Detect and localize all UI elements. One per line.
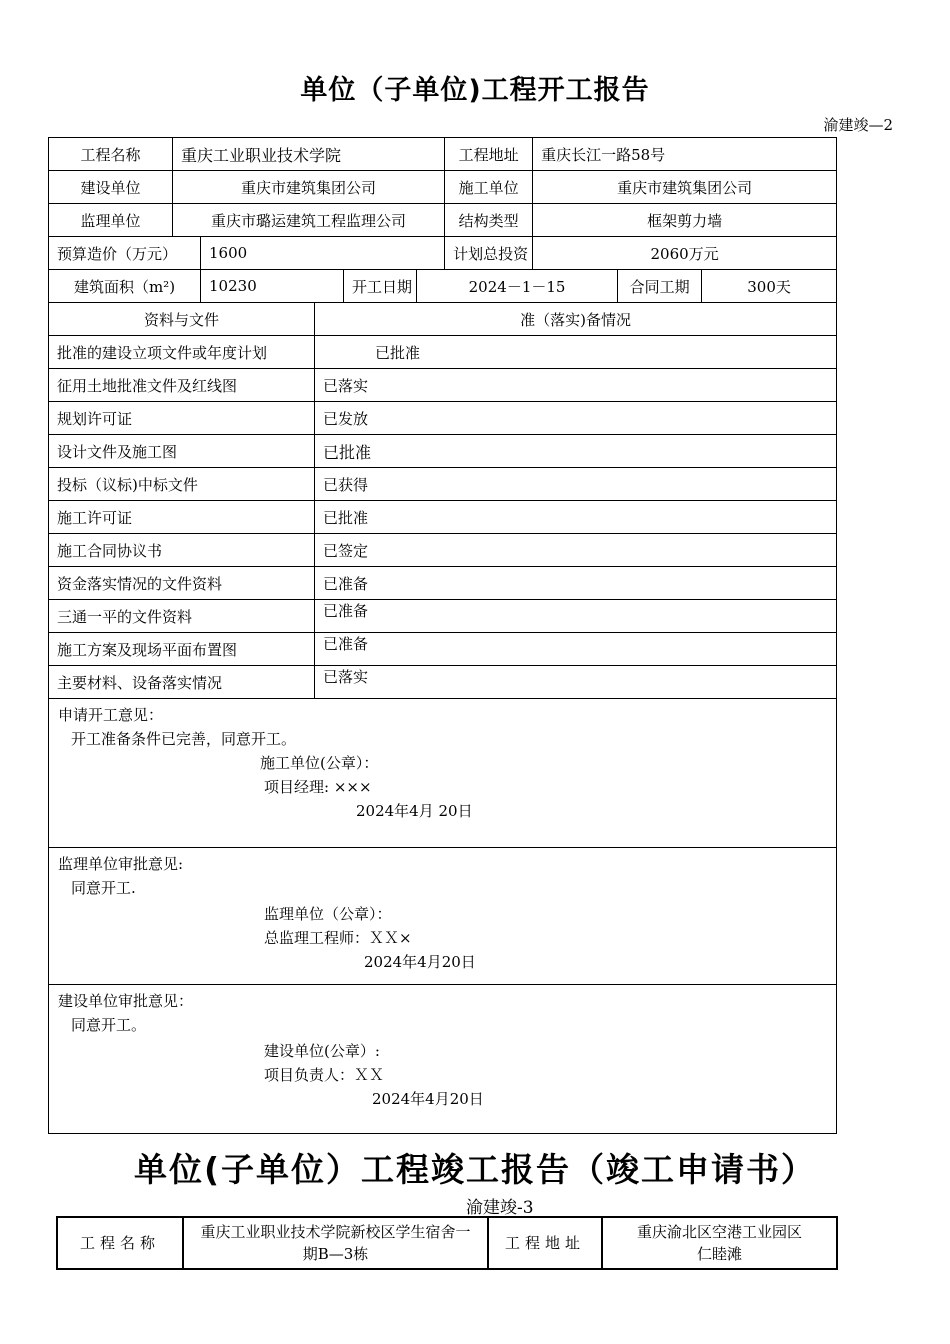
- budget-label: 预算造价（万元）: [49, 237, 201, 270]
- completion-form-code: 渝建竣-3: [466, 1198, 534, 1218]
- table-row: [49, 985, 837, 1134]
- status-header: 准（落实)备情况: [315, 303, 837, 336]
- owner-heading: 建设单位审批意见：: [58, 992, 194, 1010]
- doc-name: 批准的建设立项文件或年度计划: [49, 336, 315, 369]
- table-row: [49, 138, 837, 171]
- completion-project-address-line1: 重庆渝北区空港工业园区: [636, 1223, 802, 1241]
- start-report-table: [48, 137, 837, 1134]
- table-row: [49, 369, 837, 402]
- supervisor-label: 监理单位: [49, 204, 173, 237]
- structure-label: 结构类型: [445, 204, 533, 237]
- completion-project-address-line2: 仁睦滩: [696, 1245, 742, 1263]
- apply-seal: 施工单位(公章）：: [260, 754, 379, 772]
- owner-date: 2024年4月20日: [372, 1090, 484, 1108]
- owner-person: 项目负责人：ＸＸ: [264, 1066, 385, 1084]
- project-address-label: 工程地址: [445, 138, 533, 171]
- start-date-value: 2024－1－15: [417, 270, 618, 303]
- doc-status: 已落实: [315, 666, 837, 699]
- supervision-date: 2024年4月20日: [364, 953, 476, 971]
- builder-label: 建设单位: [49, 171, 173, 204]
- completion-report-table: [56, 1216, 838, 1270]
- apply-opinion: 开工准备条件已完善，同意开工。: [71, 730, 297, 748]
- table-row: [49, 435, 837, 468]
- table-row: [49, 204, 837, 237]
- table-row: [49, 848, 837, 985]
- report-title: 单位（子单位)工程开工报告: [300, 75, 650, 106]
- total-invest-value: 2060万元: [533, 237, 837, 270]
- doc-status: 已落实: [315, 369, 837, 402]
- doc-name: 主要材料、设备落实情况: [49, 666, 315, 699]
- table-row: [49, 501, 837, 534]
- apply-opinion-cell: [49, 699, 837, 848]
- table-row: [49, 303, 837, 336]
- table-row: [49, 633, 837, 666]
- supervision-opinion-cell: [49, 848, 837, 985]
- completion-project-name-label: 工程名称: [57, 1217, 183, 1269]
- total-invest-label: 计划总投资: [445, 237, 533, 270]
- doc-name: 施工许可证: [49, 501, 315, 534]
- apply-heading: 申请开工意见：: [58, 706, 164, 724]
- table-row: [49, 402, 837, 435]
- completion-project-name: [183, 1217, 488, 1269]
- doc-name: 投标（议标)中标文件: [49, 468, 315, 501]
- completion-project-name-line1: 重庆工业职业技术学院新校区学生宿舍一: [200, 1223, 471, 1241]
- owner-seal: 建设单位(公章）:: [264, 1042, 380, 1060]
- owner-opinion: 同意开工。: [71, 1016, 147, 1034]
- supervision-opinion: 同意开工.: [71, 879, 136, 897]
- builder-value: 重庆市建筑集团公司: [173, 171, 445, 204]
- doc-status: 已准备: [315, 633, 837, 666]
- doc-name: 三通一平的文件资料: [49, 600, 315, 633]
- table-row: [57, 1217, 837, 1269]
- supervisor-value: 重庆市璐运建筑工程监理公司: [173, 204, 445, 237]
- doc-name: 规划许可证: [49, 402, 315, 435]
- doc-name: 征用土地批准文件及红线图: [49, 369, 315, 402]
- doc-name: 资金落实情况的文件资料: [49, 567, 315, 600]
- table-row: [49, 270, 837, 303]
- contract-period-label: 合同工期: [618, 270, 702, 303]
- completion-project-name-line2: 期B—3栋: [302, 1245, 369, 1263]
- apply-date: 2024年4月 20日: [356, 802, 473, 820]
- docs-header: 资料与文件: [49, 303, 315, 336]
- doc-name: 设计文件及施工图: [49, 435, 315, 468]
- owner-opinion-cell: [49, 985, 837, 1134]
- doc-status: 已获得: [315, 468, 837, 501]
- structure-value: 框架剪力墙: [533, 204, 837, 237]
- doc-name: 施工合同协议书: [49, 534, 315, 567]
- completion-report-title: 单位(子单位）工程竣工报告（竣工申请书）: [133, 1150, 817, 1189]
- completion-project-address-label: 工程地址: [488, 1217, 602, 1269]
- doc-status: 已批准: [315, 501, 837, 534]
- doc-status: 已准备: [315, 600, 837, 633]
- supervision-seal: 监理单位（公章）：: [264, 905, 392, 923]
- contractor-value: 重庆市建筑集团公司: [533, 171, 837, 204]
- table-row: [49, 666, 837, 699]
- start-date-label: 开工日期: [344, 270, 417, 303]
- project-name-label: 工程名称: [49, 138, 173, 171]
- supervision-heading: 监理单位审批意见:: [58, 855, 184, 873]
- table-row: [49, 336, 837, 369]
- area-label: 建筑面积（m²): [49, 270, 201, 303]
- area-value: 10230: [201, 270, 344, 303]
- doc-status: 已批准: [315, 336, 837, 369]
- completion-project-address: [602, 1217, 837, 1269]
- supervision-person: 总监理工程师：ＸＸ×: [264, 929, 412, 947]
- table-row: [49, 468, 837, 501]
- doc-status: 已准备: [315, 567, 837, 600]
- project-address-value: 重庆长江一路58号: [533, 138, 837, 171]
- doc-status: 已发放: [315, 402, 837, 435]
- project-name-value: 重庆工业职业技术学院: [173, 138, 445, 171]
- table-row: [49, 171, 837, 204]
- apply-person: 项目经理: ×××: [264, 778, 372, 796]
- table-row: [49, 237, 837, 270]
- doc-status: 已批准: [315, 435, 837, 468]
- table-row: [49, 699, 837, 848]
- table-row: [49, 600, 837, 633]
- contract-period-value: 300天: [702, 270, 837, 303]
- table-row: [49, 567, 837, 600]
- contractor-label: 施工单位: [445, 171, 533, 204]
- doc-status: 已签定: [315, 534, 837, 567]
- doc-name: 施工方案及现场平面布置图: [49, 633, 315, 666]
- budget-value: 1600: [201, 237, 445, 270]
- form-code: 渝建竣—2: [823, 116, 893, 134]
- table-row: [49, 534, 837, 567]
